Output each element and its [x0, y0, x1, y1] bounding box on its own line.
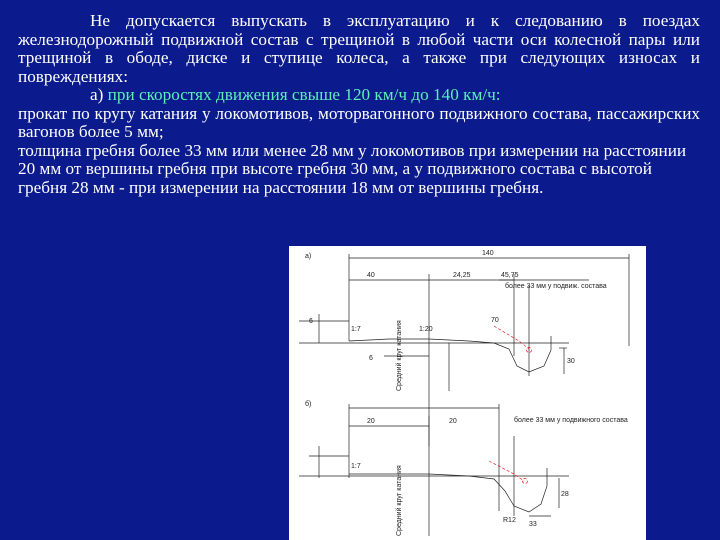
dim-20-a: 20	[367, 418, 375, 425]
dim-24-25: 24,25	[453, 272, 471, 279]
rolling-wear-paragraph: прокат по кругу катания у локомотивов, моторвагонного подвижного состава, пассажирских вагонов более 5 мм;	[18, 103, 700, 141]
dim-28: 28	[561, 491, 569, 498]
dim-140: 140	[482, 250, 494, 257]
wheel-profile-drawing	[289, 246, 646, 540]
middle-circle-label-b: Средний круг катания	[396, 465, 403, 536]
dim-33: 33	[529, 521, 537, 528]
dim-70: 70	[491, 317, 499, 324]
drawing-note: более 33 мм у подвиж. состава	[505, 283, 607, 290]
drawing-label-a: а)	[305, 253, 312, 260]
dim-30: 30	[567, 358, 575, 365]
dim-45-75: 45,75	[501, 272, 519, 279]
drawing-label-b: б)	[305, 401, 312, 408]
drawing-note-b: более 33 мм у подвижного состава	[514, 417, 628, 424]
dim-1-7-b: 1:7	[351, 463, 361, 470]
intro-paragraph: Не допускается выпускать в эксплуатацию и к следованию в поездах железнодорожный подвижной состав с трещиной в любой части оси колесной пары или трещиной в ободе, диске и ступице колеса, а также при следующих износах и повреждениях:	[18, 11, 700, 86]
dim-40-a: 40	[367, 272, 375, 279]
dim-r12: R12	[503, 517, 516, 524]
slide-text	[18, 12, 700, 197]
wheel-profile-svg	[289, 246, 646, 540]
dim-1-20: 1:20	[419, 326, 433, 333]
speed-prefix: а)	[90, 85, 108, 104]
dim-20-b: 20	[449, 418, 457, 425]
dim-1-7-a: 1:7	[351, 326, 361, 333]
middle-circle-label-a: Средний круг катания	[396, 320, 403, 391]
speed-heading-text: при скоростях движения свыше 120 км/ч до 140 км/ч:	[107, 85, 501, 104]
dim-6-b: 6	[369, 355, 373, 362]
dim-6-a: 6	[309, 318, 313, 325]
flange-thickness-paragraph: толщина гребня более 33 мм или менее 28 мм у локомотивов при измерении на расстоянии 20 мм от вершины гребня при высоте гребня 30 мм, а у подвижного состава с высотой гребня 28 мм - при измерении на расстоянии 18 мм от вершины гребня.	[18, 140, 687, 197]
speed-heading	[18, 86, 700, 105]
